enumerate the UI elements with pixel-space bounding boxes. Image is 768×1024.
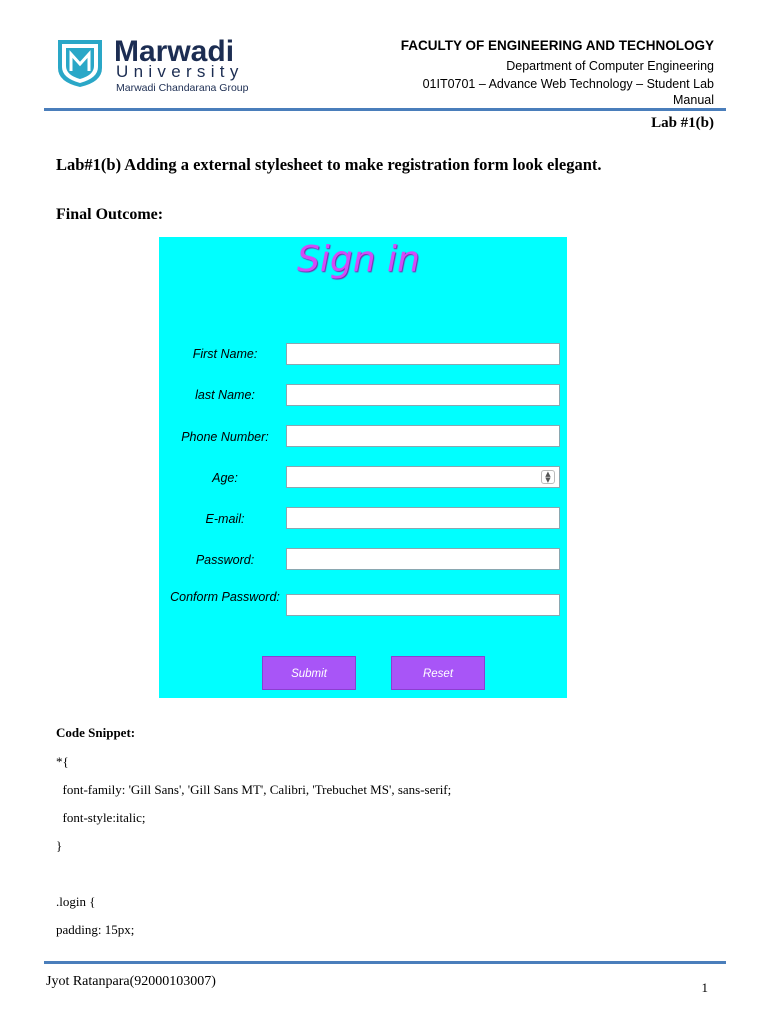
code-line: font-style:italic; (56, 810, 146, 825)
password-label: Password: (195, 553, 255, 567)
document-header (401, 38, 714, 107)
age-input[interactable] (286, 466, 560, 488)
number-spinner-icon[interactable]: ▲ ▼ (541, 470, 555, 484)
last-name-input[interactable] (286, 384, 560, 406)
logo-name: Marwadi (114, 35, 235, 68)
department-name: Department of Computer Engineering (506, 59, 714, 73)
course-title-cont: Manual (673, 93, 714, 107)
code-line: } (56, 838, 63, 853)
faculty-title: FACULTY OF ENGINEERING AND TECHNOLOGY (400, 38, 714, 53)
first-name-input[interactable] (286, 343, 560, 365)
signin-form-screenshot (159, 237, 567, 698)
submit-button[interactable]: Submit (262, 656, 356, 690)
phone-number-label: Phone Number: (181, 430, 269, 444)
logo-subname: University (116, 62, 244, 81)
code-line: font-family: 'Gill Sans', 'Gill Sans MT', Calibri, 'Trebuchet MS', sans-serif; (56, 782, 452, 797)
confirm-password-label: Conform Password: (170, 590, 280, 604)
lab-title: Lab#1(b) Adding a external stylesheet to make registration form look elegant. (56, 155, 602, 174)
header-divider (44, 108, 726, 111)
age-label: Age: (212, 471, 238, 485)
page-number: 1 (701, 980, 708, 995)
email-label: E-mail: (205, 512, 245, 526)
course-title: 01IT0701 – Advance Web Technology – Student Lab (422, 77, 714, 91)
university-logo (54, 35, 286, 98)
author-name: Jyot Ratanpara(92000103007) (46, 974, 216, 989)
final-outcome-heading: Final Outcome: (56, 206, 164, 223)
logo-group: Marwadi Chandarana Group (116, 82, 249, 94)
confirm-password-input[interactable] (286, 594, 560, 616)
password-input[interactable] (286, 548, 560, 570)
code-line: *{ (56, 754, 69, 769)
footer-divider (44, 961, 726, 964)
code-line: .login { (56, 894, 96, 909)
mu-shield-logo-icon (54, 38, 106, 88)
last-name-label: last Name: (195, 388, 255, 402)
first-name-label: First Name: (192, 347, 258, 361)
phone-number-input[interactable] (286, 425, 560, 447)
code-snippet-heading: Code Snippet: (56, 725, 136, 740)
code-line: padding: 15px; (56, 922, 135, 937)
reset-button[interactable]: Reset (391, 656, 485, 690)
email-input[interactable] (286, 507, 560, 529)
lab-number: Lab #1(b) (651, 115, 714, 131)
form-title: Sign in (297, 239, 420, 280)
